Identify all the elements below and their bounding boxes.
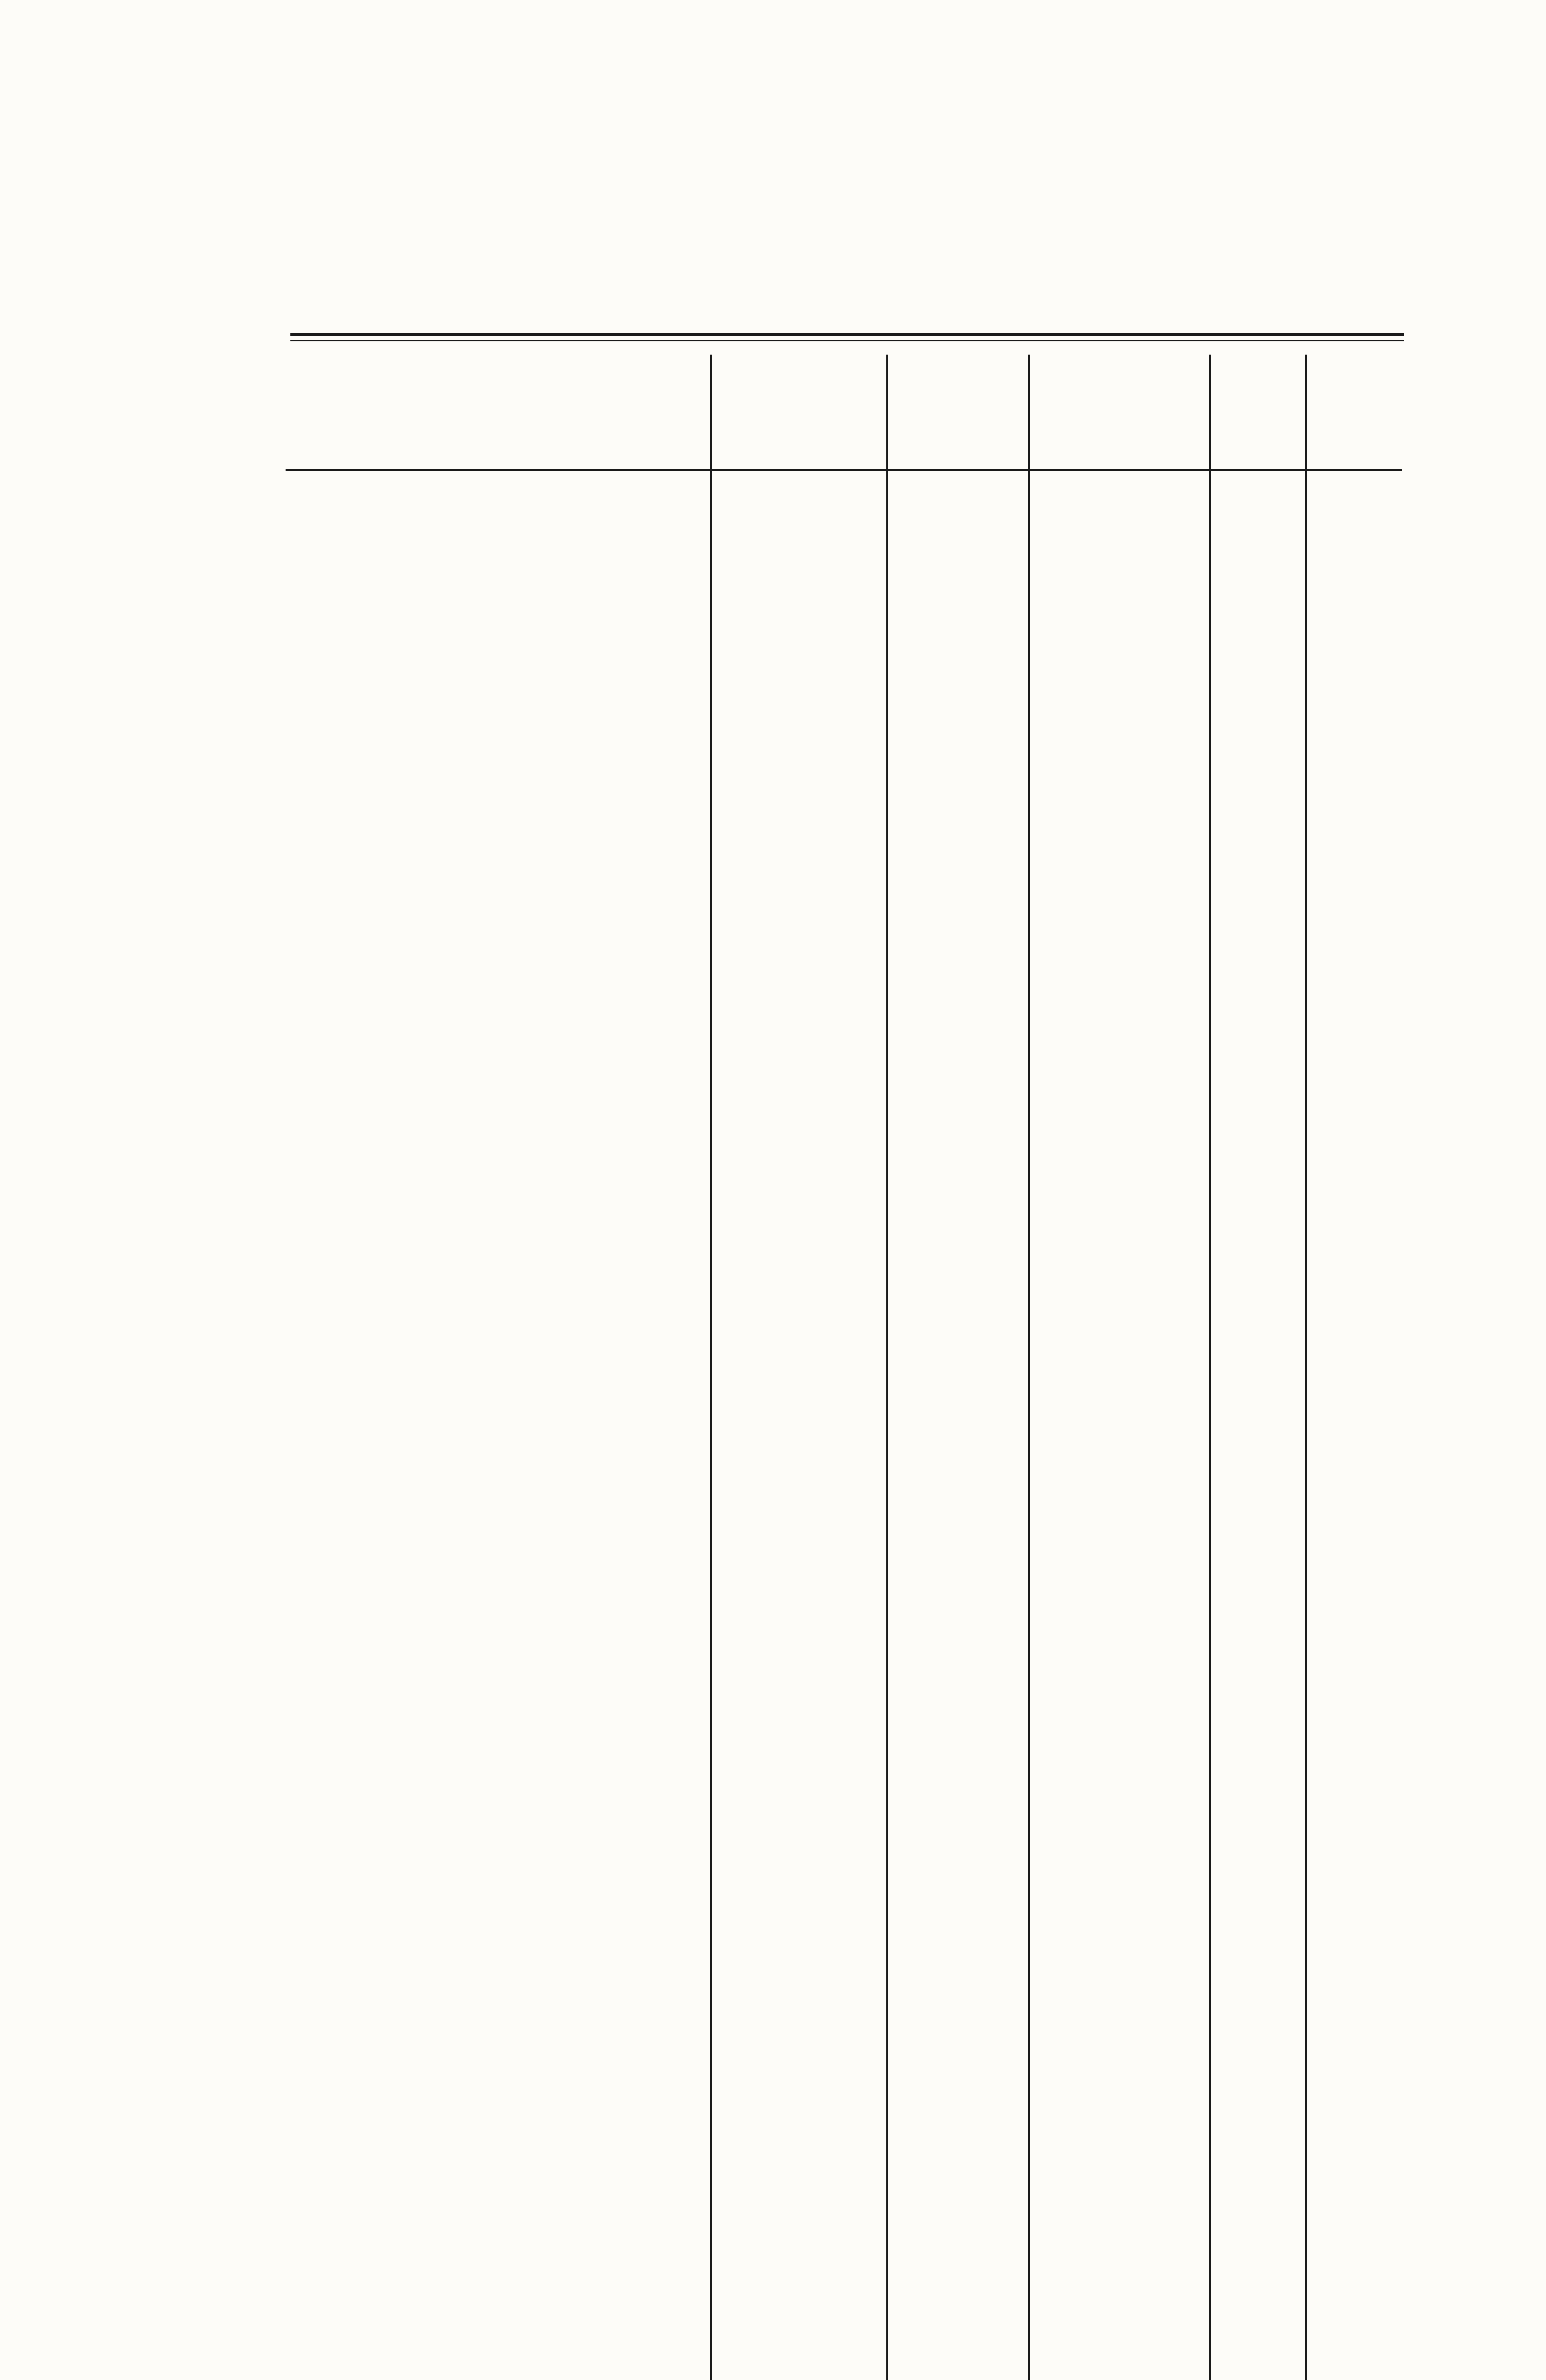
- header-rule: [286, 469, 1402, 471]
- col-line-5: [1305, 355, 1307, 2380]
- col-line-4: [1209, 355, 1211, 2380]
- col-line-3: [1028, 355, 1030, 2380]
- top-rule-2: [290, 340, 1404, 341]
- col-line-1: [710, 355, 712, 2380]
- running-head: [0, 0, 1546, 48]
- top-rule: [290, 333, 1404, 336]
- col-line-2: [886, 355, 888, 2380]
